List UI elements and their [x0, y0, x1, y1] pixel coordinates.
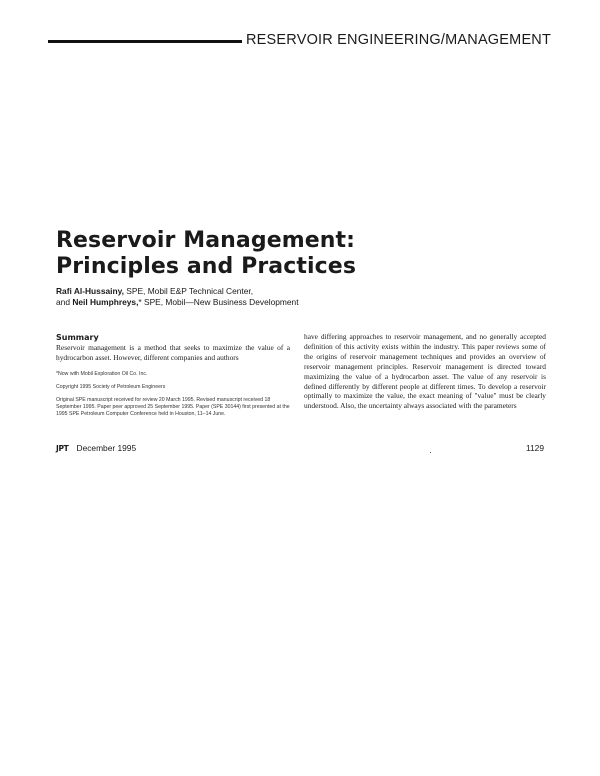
- page-number: 1129: [525, 443, 544, 453]
- article-title: [56, 228, 356, 280]
- running-head: RESERVOIR ENGINEERING/MANAGEMENT: [246, 32, 552, 48]
- copyright-note: Copyright 1995 Society of Petroleum Engineers: [56, 383, 166, 390]
- author-affiliation: * SPE, Mobil—New Business Development: [138, 296, 299, 307]
- author-affiliation: SPE, Mobil E&P Technical Center,: [123, 286, 254, 296]
- author-block: [56, 286, 299, 307]
- footnotes: [56, 371, 290, 418]
- author-line-2: [56, 297, 299, 308]
- issue-date: December 1995: [76, 443, 137, 453]
- summary-heading: Summary: [56, 333, 99, 342]
- scan-speck: [430, 452, 431, 453]
- title-line-1: Reservoir Management:: [56, 228, 356, 253]
- header-rule-thin: [198, 41, 242, 42]
- journal-logo: JPT: [56, 444, 69, 453]
- author-name: Neil Humphreys,: [72, 296, 139, 307]
- left-column: [56, 333, 290, 418]
- title-line-2: Principles and Practices: [56, 254, 357, 279]
- manuscript-note: Original SPE manuscript received for review 20 March 1995. Revised manuscript received 18 September 1995. Paper peer approved 25 September 1995. Paper (SPE 30144) first presented at the 1995 SPE Petroleum Computer Conference held in Houston, 11–14 June.: [56, 396, 290, 417]
- author-name: Rafi Al-Hussainy,: [56, 286, 124, 296]
- right-column: [304, 332, 546, 411]
- author-line-1: [56, 286, 299, 297]
- page-footer: [56, 443, 544, 453]
- header-rule: [48, 40, 242, 43]
- body-text: have differing approaches to reservoir management, and no generally accepted definition of this activity exists within the industry. This paper reviews some of the origins of reservoir management techniques and provides an overview of reservoir management principles. Reservoir management is directed toward maximizing the value of a hydrocarbon asset. The value of any reservoir is defined differently by different people at different times. To develop a reservoir optimally to maximize the value, the exact meaning of "value" must be clearly understood. Also, the uncertainty always associated with the parameters: [304, 332, 546, 411]
- affiliation-note: *Now with Mobil Exploration Oil Co. Inc.: [56, 370, 148, 377]
- summary-text: Reservoir management is a method that seeks to maximize the value of a hydrocarbon asset. However, different companies and authors: [56, 343, 290, 362]
- author-prefix: and: [56, 296, 73, 307]
